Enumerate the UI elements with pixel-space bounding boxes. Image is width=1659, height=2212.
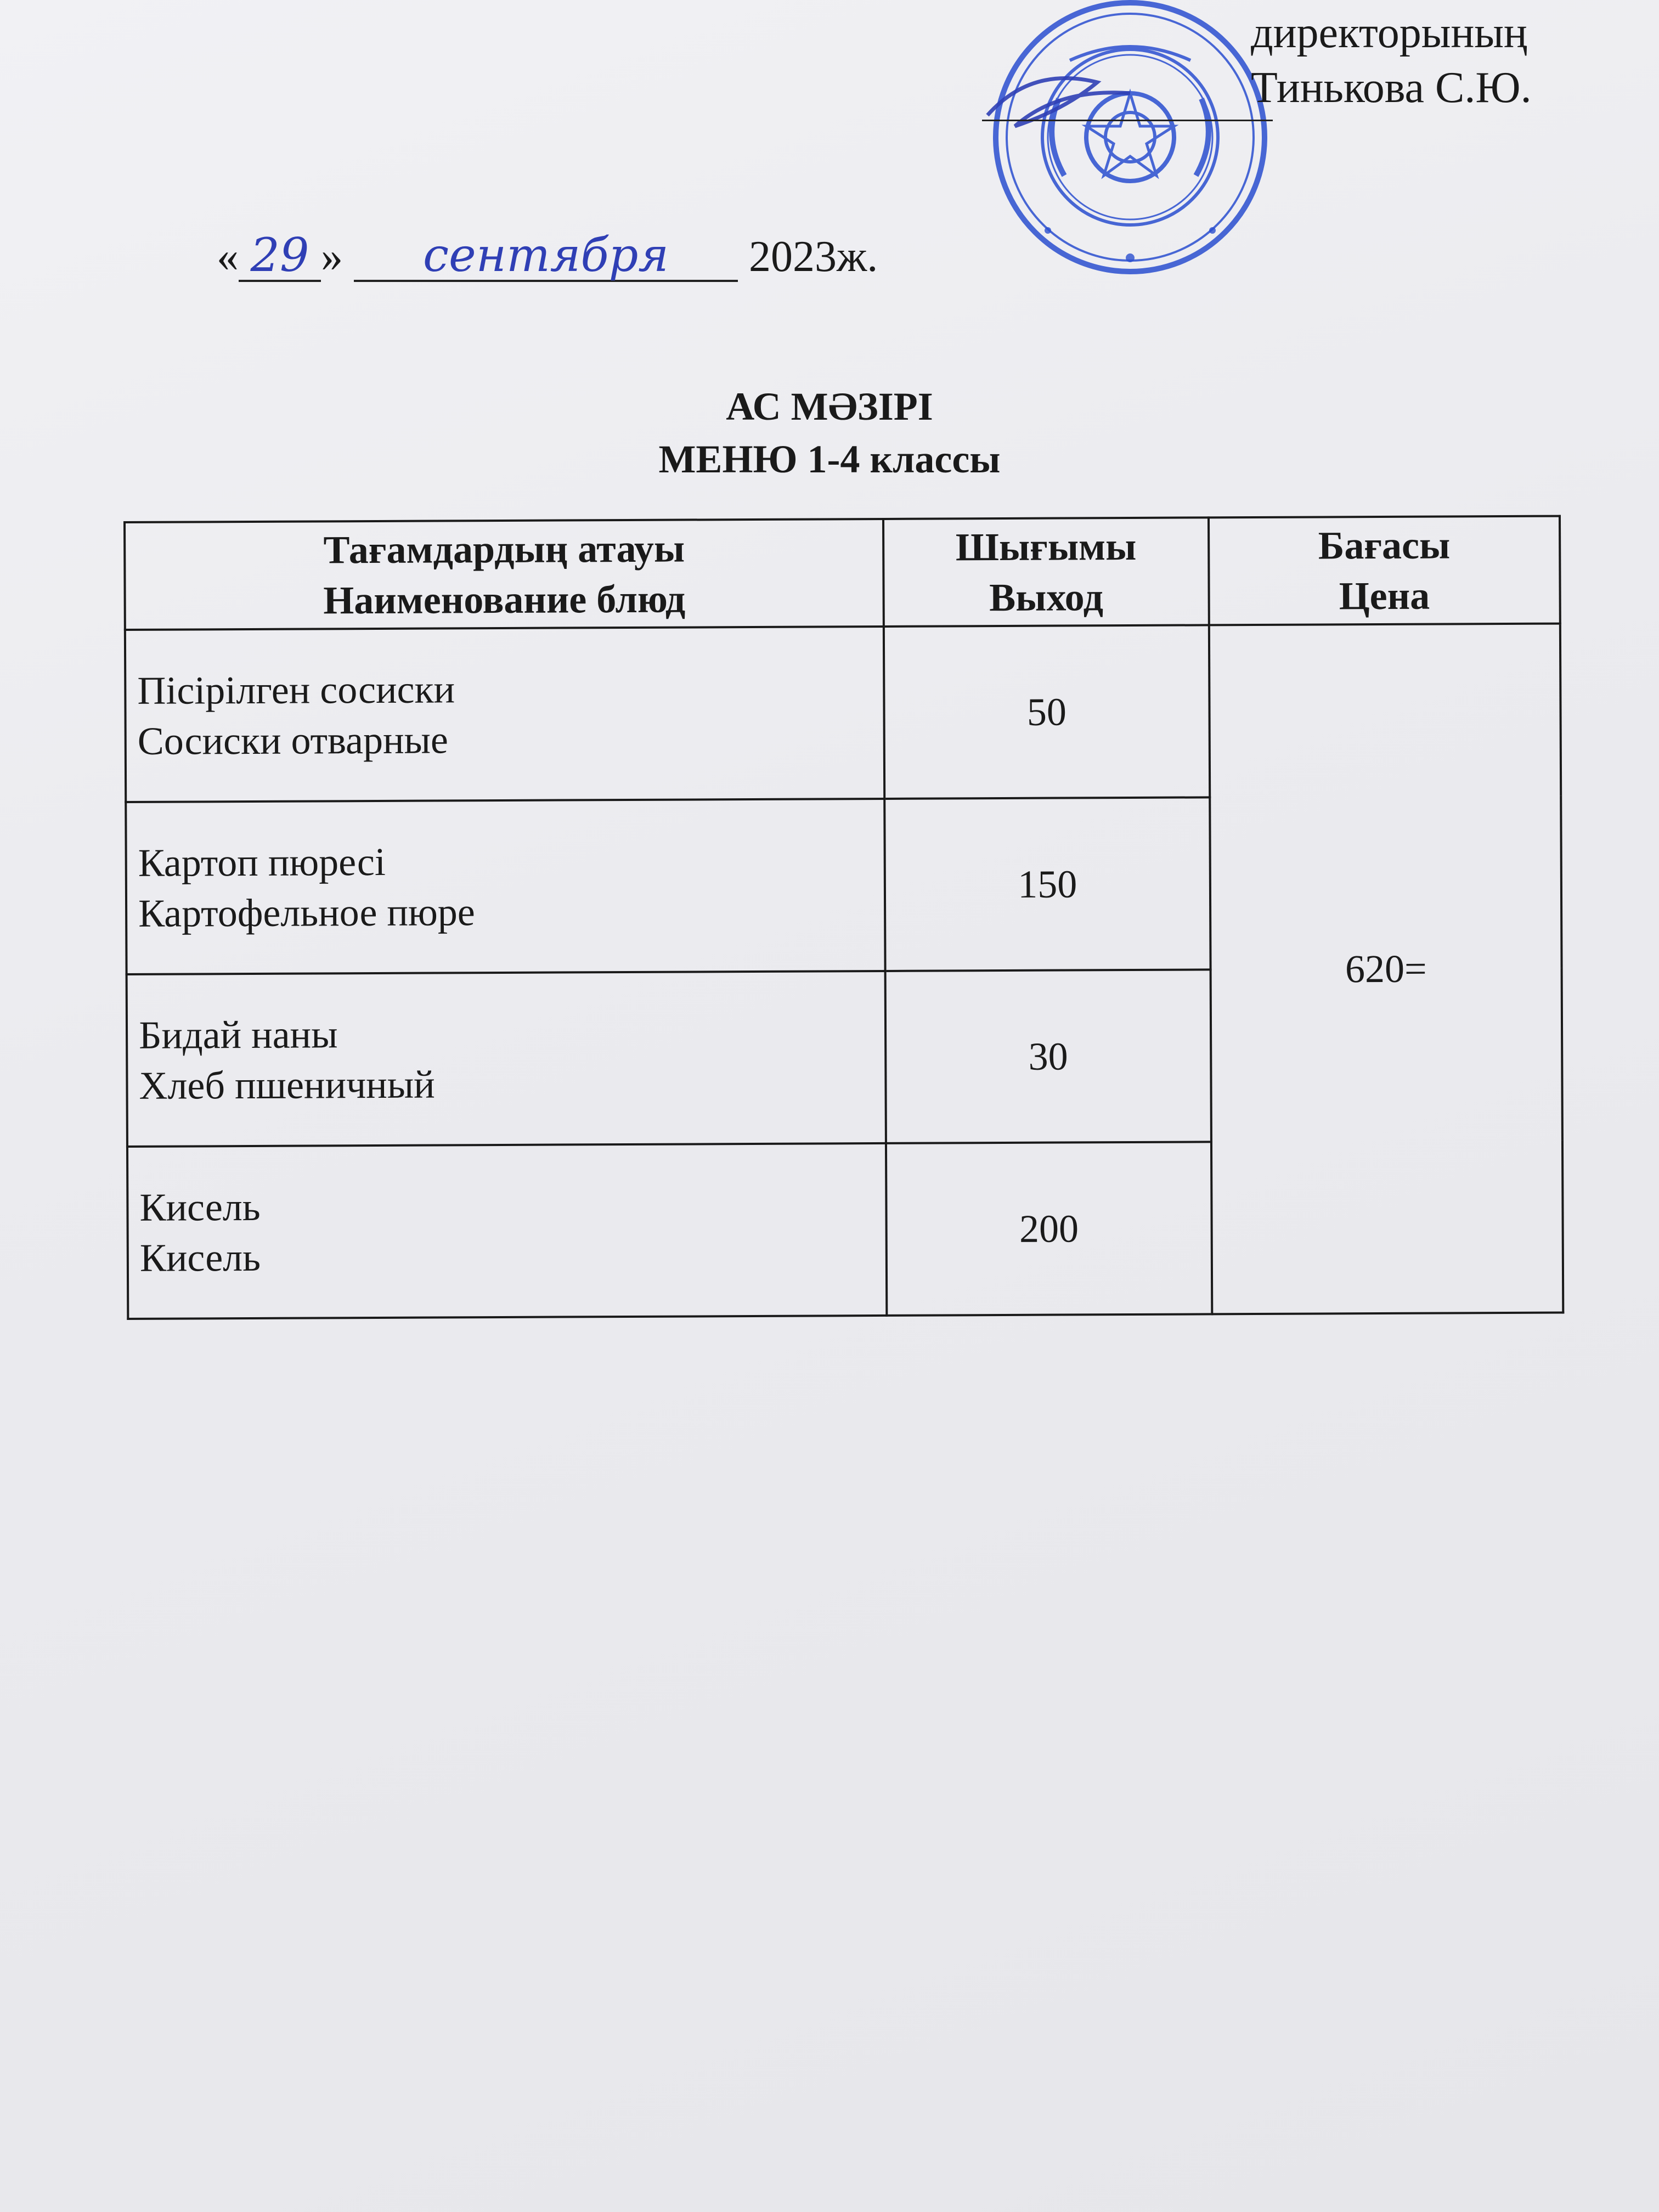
dish-output: 50 <box>884 625 1210 799</box>
approval-title: директорының <box>1251 9 1527 57</box>
director-name: Тинькова С.Ю. <box>1251 64 1532 112</box>
dish-name-ru: Кисель <box>139 1235 261 1280</box>
dish-name-cell <box>127 1143 887 1319</box>
date-month: сентября <box>354 230 738 282</box>
dish-output: 200 <box>886 1142 1212 1316</box>
table-row <box>125 624 1561 802</box>
signature-line <box>982 120 1273 121</box>
dish-name-kz: Кисель <box>139 1184 261 1229</box>
date-year: 2023ж. <box>749 233 878 281</box>
dish-name-ru: Хлеб пшеничный <box>139 1062 435 1108</box>
dish-output: 150 <box>884 797 1210 971</box>
date-line <box>217 230 878 282</box>
menu-title-kz: АС МӘЗІРІ <box>726 385 933 428</box>
dish-name-kz: Пісірілген сосиски <box>137 667 455 713</box>
open-quote: « <box>217 233 239 281</box>
dish-name-cell <box>126 799 885 974</box>
dish-name-cell <box>127 971 887 1147</box>
header-dish-name-ru: Наименование блюд <box>323 577 686 623</box>
close-quote: » <box>321 233 343 281</box>
dish-name-kz: Бидай наны <box>138 1012 338 1057</box>
dish-name-cell <box>125 627 885 802</box>
header-output-kz: Шығымы <box>955 524 1137 569</box>
price-cell: 620= <box>1209 624 1563 1314</box>
header-dish-name-kz: Тағамдардың атауы <box>323 526 685 572</box>
menu-table <box>123 515 1564 1320</box>
header-price <box>1209 516 1560 625</box>
date-day: 29 <box>239 230 321 282</box>
header-price-kz: Бағасы <box>1318 523 1451 568</box>
dish-name-ru: Картофельное пюре <box>138 890 475 935</box>
header-price-ru: Цена <box>1339 573 1430 618</box>
header-dish-name <box>125 519 884 630</box>
dish-name-kz: Картоп пюресі <box>138 839 386 885</box>
header-output-ru: Выход <box>989 575 1104 620</box>
dish-name-ru: Сосиски отварные <box>137 718 449 763</box>
header-output <box>883 517 1209 627</box>
table-header-row <box>125 516 1560 630</box>
menu-title-ru: МЕНЮ 1-4 классы <box>658 437 1001 481</box>
official-stamp-seal <box>966 0 1295 296</box>
approval-block <box>1251 5 1602 115</box>
dish-output: 30 <box>885 969 1211 1143</box>
